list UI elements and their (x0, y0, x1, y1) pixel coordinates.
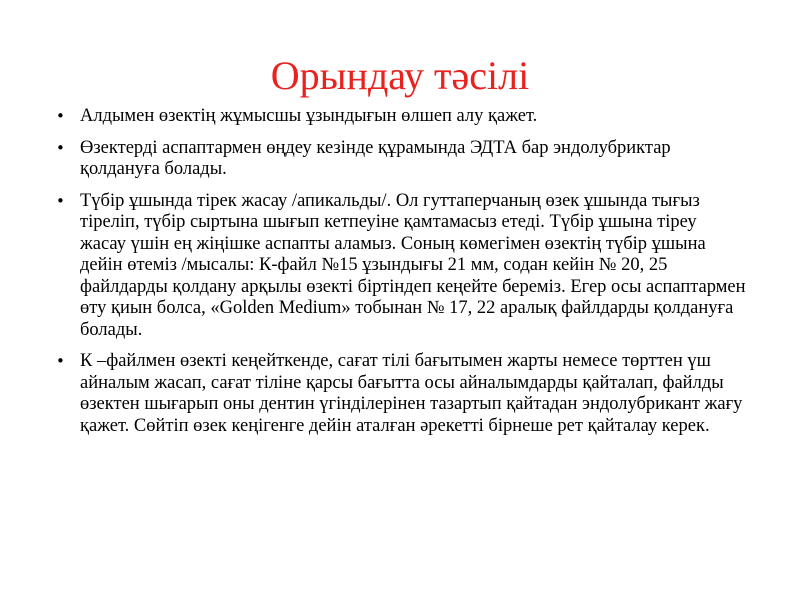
bullet-icon: • (56, 107, 65, 125)
slide-title: Орындау тәсілі (270, 53, 530, 98)
bullet-text: К –файлмен өзекті кеңейткенде, сағат тілі бағытымен жарты немесе төрттен үш айналым жасап, сағат тіліне қарсы бағытта осы айналымдарды қайталап, файлды өзектен шығарып оны дентин үгінділерінен тазартып қайтадан эндолубрикант жағу қажет. Сөйтіп өзек кеңігенге дейін аталған әрекетті бірнеше рет қайталау керек. (80, 351, 743, 436)
bullet-text: Өзектерді аспаптармен өңдеу кезінде құрамында ЭДТА бар эндолубриктар қолдануға болады. (80, 137, 671, 179)
bullet-list (56, 106, 746, 447)
bullet-item-4 (56, 351, 746, 437)
bullet-item-1 (56, 106, 746, 128)
bullet-icon: • (56, 352, 65, 370)
bullet-icon: • (56, 191, 65, 210)
bullet-text: Түбір ұшында тірек жасау /апикальды/. Ол гуттаперчаның өзек ұшында тығыз тіреліп, түбір сыртына шығып кетпеуіне қамтамасыз етеді. Түбір ұшына тіреу жасау үшін ең жіңішке аспапты аламыз. Соның көмегімен өзектің түбір ұшына дейін өтеміз /мысалы: К-файл №15 ұзындығы 21 мм, содан кейін № 20, 25 файлдарды қолдану арқылы өзекті біртіндеп кеңейте береміз. Егер осы аспаптармен өту қиын болса, «Golden Medium» тобынан № 17, 22 аралық файлдарды қолдануға болады. (80, 190, 746, 340)
bullet-item-3 (56, 191, 746, 342)
bullet-icon: • (56, 138, 65, 157)
bullet-item-2 (56, 138, 746, 181)
bullet-text: Алдымен өзектің жұмысшы ұзындығын өлшеп алу қажет. (80, 106, 538, 126)
